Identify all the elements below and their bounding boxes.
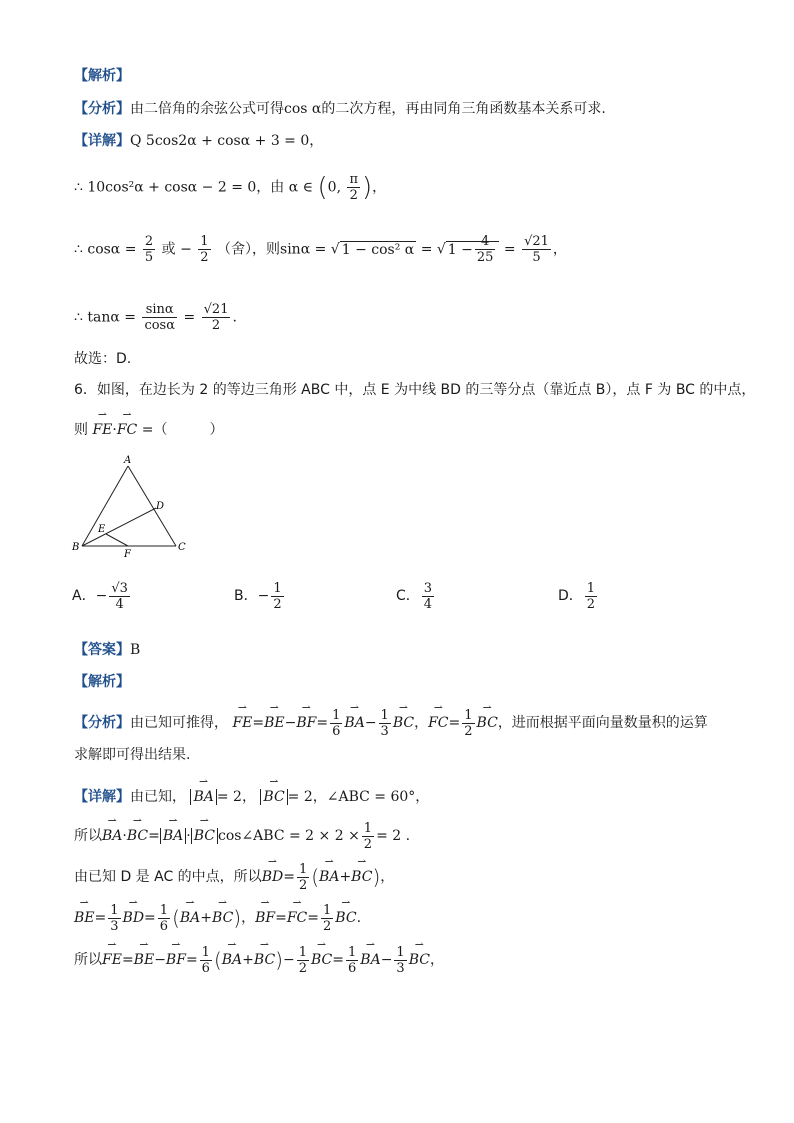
denominator: 6 xyxy=(201,960,210,976)
vector: ⇀ BC xyxy=(393,707,414,733)
label-E: E xyxy=(98,524,106,535)
fraction xyxy=(462,708,474,739)
numerator: 1 xyxy=(586,581,596,596)
sqrt: 1 − cos² α xyxy=(341,241,415,258)
denominator: 5 xyxy=(144,250,154,265)
numerator: 4 xyxy=(475,234,496,250)
text: （舍），则 xyxy=(217,241,281,258)
option-a[interactable] xyxy=(72,581,132,612)
vector: ⇀ FE xyxy=(92,414,112,440)
paren-left: ( xyxy=(311,865,320,889)
math: ∴ tanα = xyxy=(74,309,136,326)
math: . xyxy=(232,309,237,326)
vector: ⇀ BA xyxy=(319,861,339,887)
math: Q 5cos2α + cosα + 3 = 0， xyxy=(130,133,324,149)
fraction xyxy=(108,903,120,934)
vector: ⇀ BC xyxy=(477,707,498,733)
math: − xyxy=(282,952,295,968)
math: sinα = xyxy=(280,241,327,258)
question-6-stem: 6．如图，在边长为 2 的等边三角形 ABC 中，点 E 为中线 BD 的三等分点（靠近点 B），点 F 为 BC 的中点， xyxy=(74,382,756,398)
denominator: 3 xyxy=(380,723,389,739)
fraction xyxy=(109,581,130,612)
numerator: √3 xyxy=(111,581,128,596)
text: ， xyxy=(414,715,429,731)
denominator: 6 xyxy=(159,918,169,934)
fraction xyxy=(202,302,231,333)
vector: ⇀ BA xyxy=(222,944,242,970)
option-label: D． xyxy=(558,588,583,604)
denominator: 6 xyxy=(332,723,341,739)
detail-line-2 xyxy=(74,172,386,203)
math: = xyxy=(332,952,344,968)
detail2-line-4 xyxy=(74,902,361,934)
denominator: 5 xyxy=(532,250,541,265)
math: · xyxy=(112,422,117,438)
math: = xyxy=(144,910,156,926)
math: = xyxy=(94,910,107,926)
denominator: 2 xyxy=(298,877,308,893)
math: − xyxy=(154,952,166,968)
analysis-heading-2: 【解析】 xyxy=(74,674,130,690)
vector: ⇀ FC xyxy=(287,902,307,928)
vector: ⇀ BC xyxy=(351,861,372,887)
triangle-figure xyxy=(68,452,198,560)
text: 的二次方程，再由同角三角函数基本关系可求. xyxy=(321,101,606,117)
fraction xyxy=(346,945,358,976)
math: 0, xyxy=(327,179,342,196)
math: = xyxy=(252,715,265,731)
paren-left: ( xyxy=(317,172,328,203)
numerator: 1 xyxy=(332,707,341,723)
text: 则 xyxy=(74,422,88,438)
denominator: 2 xyxy=(211,318,221,333)
fraction xyxy=(330,708,342,739)
vector: ⇀ BE xyxy=(74,902,95,928)
numerator: 1 xyxy=(348,944,357,960)
vector: ⇀ BC xyxy=(212,902,233,928)
xiangjie-tag: 【详解】 xyxy=(74,133,130,149)
paren-right: ) xyxy=(372,865,381,889)
math: ， xyxy=(372,179,387,196)
answer-value: B xyxy=(130,642,141,658)
vector: ⇀ BC xyxy=(194,820,215,846)
vector: ⇀ FE xyxy=(232,707,252,733)
fraction xyxy=(362,821,374,852)
text: ， xyxy=(380,869,395,885)
analysis-heading: 【解析】 xyxy=(74,68,130,84)
text: 由已知可推得， xyxy=(130,715,228,731)
numerator: 1 xyxy=(159,902,169,918)
fraction xyxy=(379,708,391,739)
math: = 2，∠ABC = 60°， xyxy=(287,789,430,805)
numerator: 1 xyxy=(396,944,405,960)
paren-left: ( xyxy=(172,906,180,930)
text: 由已知， xyxy=(130,789,186,805)
denominator: 2 xyxy=(298,960,307,976)
text: 或 − xyxy=(161,241,192,258)
fraction xyxy=(200,945,212,976)
math: ， xyxy=(552,241,567,258)
math: = xyxy=(148,828,160,844)
vector: ⇀ FC xyxy=(428,707,448,733)
option-d[interactable] xyxy=(558,581,599,612)
vector: ⇀ BF xyxy=(296,707,316,733)
denominator: 2 xyxy=(349,188,358,203)
math: − xyxy=(257,588,270,604)
numerator: 1 xyxy=(298,944,307,960)
numerator: √21 xyxy=(203,302,229,317)
text: 所以 xyxy=(74,828,102,844)
denominator: 3 xyxy=(396,960,405,976)
fraction xyxy=(422,581,434,612)
numerator: 1 xyxy=(323,902,332,918)
numerator: 1 xyxy=(110,902,119,918)
numerator: 3 xyxy=(423,581,433,596)
math: = xyxy=(503,241,516,258)
vector: ⇀ FC xyxy=(117,414,137,440)
numerator: √21 xyxy=(524,234,549,249)
analysis-line-2b: 求解即可得出结果. xyxy=(74,747,191,763)
math: · xyxy=(186,828,191,844)
vector: ⇀ BA xyxy=(344,707,364,733)
text: 由已知 D 是 AC 的中点，所以 xyxy=(74,869,262,885)
vector: ⇀ BC xyxy=(254,944,275,970)
denominator: 2 xyxy=(273,597,282,612)
fraction xyxy=(297,945,309,976)
math: ∴ 10cos²α + cosα − 2 = 0，由 xyxy=(74,179,285,196)
math: = xyxy=(420,241,433,258)
label-B: B xyxy=(72,542,80,553)
vector: ⇀ BF xyxy=(166,944,186,970)
denominator: cosα xyxy=(144,318,175,333)
text: ，进而根据平面向量数量积的运算 xyxy=(497,715,708,731)
math: = xyxy=(121,952,134,968)
denominator: 2 xyxy=(200,250,209,265)
answer-line xyxy=(74,640,140,660)
detail2-line-5 xyxy=(74,944,444,976)
denominator: 6 xyxy=(348,960,357,976)
math: 1 − xyxy=(447,241,473,258)
detail-line-4 xyxy=(74,302,237,333)
math: ， xyxy=(429,952,444,968)
vector: ⇀ BC xyxy=(409,944,430,970)
numerator: 1 xyxy=(380,707,389,723)
fraction xyxy=(347,172,360,203)
denominator: 4 xyxy=(115,597,124,612)
numerator: sinα xyxy=(142,302,177,318)
fraction xyxy=(585,581,597,612)
numerator: 1 xyxy=(464,707,473,723)
math: = xyxy=(283,869,295,885)
fraction xyxy=(142,302,177,333)
text: =（ ） xyxy=(141,422,224,438)
math: cos α xyxy=(284,101,322,117)
fraction xyxy=(394,945,406,976)
numerator: 1 xyxy=(298,861,308,877)
vector: ⇀ BE xyxy=(264,707,285,733)
option-label: A． xyxy=(72,588,96,604)
denominator: 2 xyxy=(363,836,373,852)
label-C: C xyxy=(178,542,186,553)
math: α ∈ xyxy=(288,179,314,196)
math: + xyxy=(339,869,352,885)
fraction xyxy=(522,234,551,265)
xiangjie-tag: 【详解】 xyxy=(74,789,130,805)
detail2-line-1 xyxy=(74,781,429,807)
text: ， xyxy=(241,910,256,926)
detail-line-1 xyxy=(74,131,323,151)
vector: ⇀ BD xyxy=(262,861,284,887)
analysis-line xyxy=(74,99,606,119)
math: = xyxy=(275,910,287,926)
numerator: 1 xyxy=(363,820,373,836)
vector: ⇀ BC xyxy=(127,820,148,846)
math: + xyxy=(242,952,254,968)
vector: ⇀ BF xyxy=(255,902,275,928)
analysis-line-2 xyxy=(74,707,708,739)
math: − xyxy=(95,588,108,604)
math: = xyxy=(183,309,196,326)
denominator: 25 xyxy=(476,250,494,265)
math: · xyxy=(122,828,127,844)
denominator: 4 xyxy=(423,597,433,612)
detail-line-3: ∴ cosα = $\frac{2}{5}$ 或 − $\frac{1}{2}$ （舍），则sinα = √ 1 − cos² α = √ 1 − $\frac{4}{25}$ = $\frac{√21}{5}$ ， xyxy=(74,234,567,265)
question-6-stem-2 xyxy=(74,414,223,440)
fraction xyxy=(297,862,309,893)
vector: ⇀ BE xyxy=(134,944,155,970)
vector: ⇀ BC xyxy=(335,902,356,928)
detail2-line-2 xyxy=(74,820,410,852)
paren-left: ( xyxy=(213,948,222,972)
fraction xyxy=(475,234,496,265)
math: − xyxy=(380,952,393,968)
answer-tag: 【答案】 xyxy=(74,642,130,658)
option-c[interactable] xyxy=(396,581,436,612)
math: = 2 . xyxy=(376,828,411,844)
fenxi-tag: 【分析】 xyxy=(74,715,130,731)
math: − xyxy=(364,715,377,731)
numerator: 1 xyxy=(201,944,210,960)
label-F: F xyxy=(124,549,131,560)
fraction xyxy=(271,581,283,612)
vector: ⇀ BA xyxy=(102,820,122,846)
text: 所以 xyxy=(74,952,102,968)
math: . xyxy=(356,910,362,926)
vector: ⇀ BA xyxy=(180,902,200,928)
math: = 2， xyxy=(216,789,256,805)
paren-right: ) xyxy=(362,172,373,203)
vector: ⇀ BA xyxy=(360,944,380,970)
math: = xyxy=(448,715,461,731)
math: = xyxy=(316,715,329,731)
math: ∴ cosα = xyxy=(74,241,137,258)
numerator: 1 xyxy=(273,581,282,596)
sqrt xyxy=(446,234,500,265)
numerator: 1 xyxy=(200,234,209,249)
vector: ⇀ BD xyxy=(123,902,145,928)
fenxi-tag: 【分析】 xyxy=(74,101,130,117)
denominator: 3 xyxy=(110,918,119,934)
fraction xyxy=(198,234,210,265)
option-label: B． xyxy=(234,588,258,604)
detail2-line-3 xyxy=(74,861,394,893)
numerator: 2 xyxy=(144,234,154,249)
denominator: 2 xyxy=(323,918,332,934)
math: cos∠ABC = 2 × 2 × xyxy=(217,828,360,844)
vector: ⇀ BA xyxy=(163,820,183,846)
option-label: C． xyxy=(396,588,420,604)
vector: ⇀ FE xyxy=(102,944,122,970)
fraction xyxy=(321,903,333,934)
label-A: A xyxy=(124,455,132,466)
paren-right: ) xyxy=(233,906,242,930)
text: 由二倍角的余弦公式可得 xyxy=(130,101,284,117)
option-b[interactable] xyxy=(234,581,286,612)
label-D: D xyxy=(156,501,165,512)
fraction xyxy=(158,903,170,934)
numerator: π xyxy=(349,172,359,187)
math: = xyxy=(307,910,320,926)
paren-right: ) xyxy=(275,948,283,972)
vector: ⇀ BC xyxy=(311,944,332,970)
vector: ⇀ BC xyxy=(263,781,284,807)
denominator: 2 xyxy=(586,597,596,612)
math: − xyxy=(284,715,297,731)
denominator: 2 xyxy=(464,723,473,739)
math: = xyxy=(185,952,198,968)
math: + xyxy=(200,910,213,926)
choose-line: 故选：D. xyxy=(74,351,132,367)
vector: ⇀ BA xyxy=(193,781,213,807)
fraction xyxy=(143,234,155,265)
